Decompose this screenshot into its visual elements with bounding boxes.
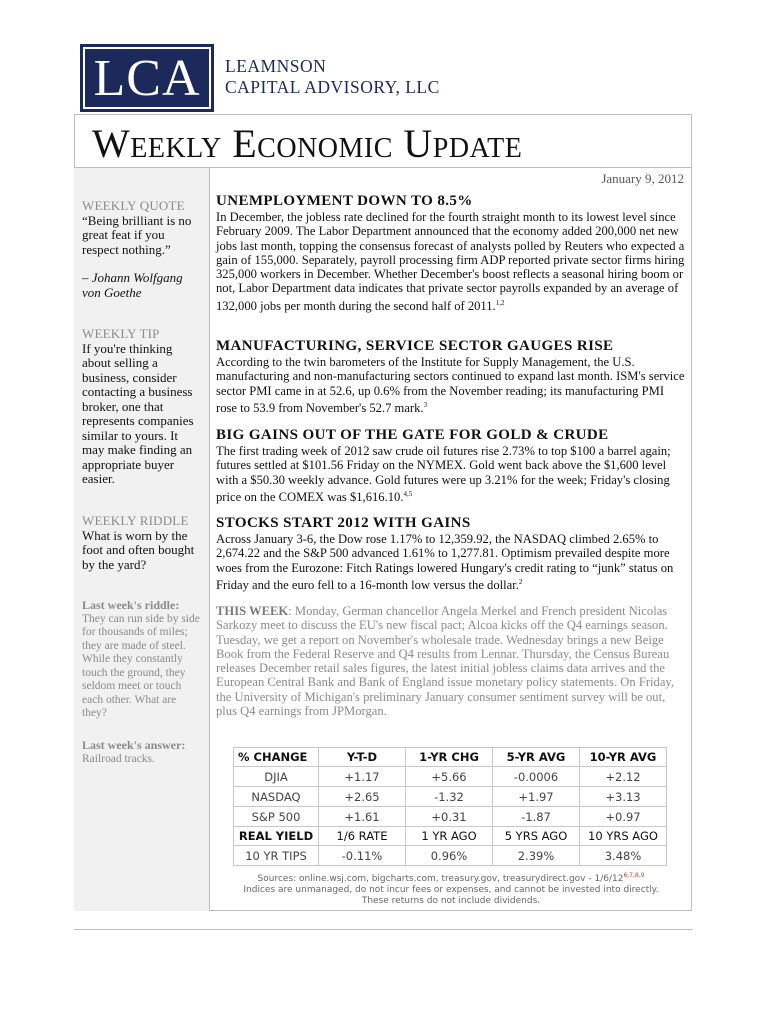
weekly-riddle-text: What is worn by the foot and often bought by the yard?: [82, 527, 195, 572]
table-cell: DJIA: [234, 767, 319, 787]
article-manufacturing: [216, 338, 686, 415]
this-week-label: THIS WEEK: [216, 604, 289, 618]
weekly-riddle-heading: WEEKLY RIDDLE: [82, 513, 189, 528]
dividends-line: These returns do not include dividends.: [361, 896, 541, 906]
weekly-tip-section: [82, 327, 202, 487]
article-body: In December, the jobless rate declined for the fourth straight month to its lowest level since February 2009. The Labor Department announced that the economy added 200,000 net new jobs last month, topping the consensus forecast of analysts polled by Reuters who expected a gain of 155,000. Separately, payroll processing firm ADP reported private sector firms hiring 325,000 workers in December. Whether December's boost reflects a seasonal hiring boom or not, Labor Department data indicates that private sector payrolls expanded by an average of 132,000 jobs per month during the second half of 2011.$^{1,2}$: [216, 210, 685, 313]
sources-note: Sources: online.wsj.com, bigcharts.com, treasury.gov, treasurydirect.gov - 1/6/12$^{6,7,8,9}$ Indices are unmanaged, do not incur fees or expenses, and cannot be invested into directly. These returns do not include dividends.: [216, 870, 686, 907]
table-cell: NASDAQ: [234, 787, 319, 807]
logo-text: LCA: [93, 50, 201, 107]
company-name-line1: LEAMNSON: [225, 56, 327, 76]
table-cell: +1.17: [319, 767, 406, 787]
table-cell: -0.0006: [493, 767, 580, 787]
last-riddle-text: They can run side by side for thousands of miles; they are made of steel. While they constantly touch the ground, they seldom meet or touch each other. What are they?: [82, 612, 200, 719]
sources-line: Sources: online.wsj.com, bigcharts.com, treasury.gov, treasurydirect.gov - 1/6/12: [257, 874, 624, 884]
table-header-row: [234, 827, 667, 846]
last-answer-text: Railroad tracks.: [82, 752, 155, 765]
issue-date: January 9, 2012: [601, 171, 684, 186]
table-row: [234, 787, 667, 807]
article-gold-crude: [216, 427, 686, 504]
table-cell: S&P 500: [234, 807, 319, 827]
company-name-line2: CAPITAL ADVISORY, LLC: [225, 77, 440, 97]
table-cell: 10 YR TIPS: [234, 846, 319, 866]
article-heading: STOCKS START 2012 WITH GAINS: [216, 515, 471, 531]
article-body: According to the twin barometers of the Institute for Supply Management, the U.S. manufacturing and non-manufacturing sectors continued to expand last month. ISM's service sector PMI came in at 52.6, up 0.6% from the November reading; its manufacturing PMI rose to 53.9 from November's 52.7 mark.$^3$: [216, 355, 685, 416]
article-heading: BIG GAINS OUT OF THE GATE FOR GOLD & CRUDE: [216, 427, 609, 443]
company-name: [225, 56, 440, 98]
weekly-tip-heading: WEEKLY TIP: [82, 326, 160, 341]
company-logo: [80, 44, 214, 112]
weekly-quote-author: – Johann Wolfgang von Goethe: [82, 270, 183, 300]
article-heading: UNEMPLOYMENT DOWN TO 8.5%: [216, 193, 473, 209]
last-riddle-heading: Last week's riddle:: [82, 598, 180, 612]
last-answer-section: [82, 739, 202, 766]
table-cell: 3.48%: [580, 846, 667, 866]
weekly-quote-text: “Being brilliant is no great feat if you respect nothing.”: [82, 212, 192, 257]
article-body: Across January 3-6, the Dow rose 1.17% to 12,359.92, the NASDAQ climbed 2.65% to 2,674.22 and the S&P 500 advanced 1.61% to 1,277.81. Optimism prevailed despite more woes from the Eurozone: Fitch Ratings lowered Hungary's credit rating to “junk” status on Friday and the euro fell to a 16-month low versus the dollar.$^2$: [216, 532, 674, 593]
table-header-cell: 1 YR AGO: [406, 827, 493, 846]
this-week-section: [216, 604, 686, 718]
weekly-tip-text: If you're thinking about selling a business, consider contacting a business broker, one that represents companies similar to yours. It may make finding an appropriate buyer easier.: [82, 340, 194, 486]
table-header-cell: 10-YR AVG: [580, 748, 667, 767]
table-header-cell: 1-YR CHG: [406, 748, 493, 767]
last-answer-heading: Last week's answer:: [82, 738, 186, 752]
table-row: [234, 846, 667, 866]
table-header-cell: 5-YR AVG: [493, 748, 580, 767]
table-cell: +5.66: [406, 767, 493, 787]
table-row: [234, 767, 667, 787]
this-week-text: : Monday, German chancellor Angela Merkel and French president Nicolas Sarkozy meet to discuss the EU's new fiscal pact; Alcoa kicks off the Q4 earnings season. Tuesday, we get a report on November's wholesale trade. Wednesday brings a new Beige Book from the Federal Reserve and Q4 results from Lennar. Thursday, the Census Bureau releases December retail sales figures, the latest initial jobless claims data arrives and the European Central Bank and Bank of England issue monetary policy statements. On Friday, the University of Michigan's preliminary January consumer sentiment survey will be out, plus Q4 earnings from JPMorgan.: [216, 604, 675, 719]
table-cell: -0.11%: [319, 846, 406, 866]
table-cell: 0.96%: [406, 846, 493, 866]
title-bar: [74, 114, 692, 168]
table-header-cell: % CHANGE: [234, 748, 319, 767]
table-header-cell: 10 YRS AGO: [580, 827, 667, 846]
article-heading: MANUFACTURING, SERVICE SECTOR GAUGES RISE: [216, 338, 614, 354]
market-returns-table: [233, 747, 667, 866]
weekly-quote-heading: WEEKLY QUOTE: [82, 198, 185, 213]
table-cell: -1.32: [406, 787, 493, 807]
last-riddle-section: [82, 599, 202, 721]
table-cell: +3.13: [580, 787, 667, 807]
weekly-riddle-section: [82, 514, 202, 572]
table-header-cell: REAL YIELD: [234, 827, 319, 846]
table-cell: 2.39%: [493, 846, 580, 866]
page-title: Weekly Economic Update: [92, 121, 523, 166]
table-cell: +2.65: [319, 787, 406, 807]
table-cell: +0.97: [580, 807, 667, 827]
table-cell: +0.31: [406, 807, 493, 827]
disclaimer-line: Indices are unmanaged, do not incur fees or expenses, and cannot be invested into directly.: [243, 885, 659, 895]
article-body: The first trading week of 2012 saw crude oil futures rise 2.73% to top $100 a barrel again; futures settled at $101.56 Friday on the NYMEX. Gold went back above the $1,600 level with a $50.30 weekly advance. Gold futures were up 3.21% for the week; Friday's closing price on the COMEX was $1,616.10.$^{4,5}$: [216, 444, 671, 505]
table-cell: +1.97: [493, 787, 580, 807]
table-header-row: [234, 748, 667, 767]
table-cell: +1.61: [319, 807, 406, 827]
table-row: [234, 807, 667, 827]
table-header-cell: Y-T-D: [319, 748, 406, 767]
article-stocks: [216, 515, 686, 592]
table-header-cell: 5 YRS AGO: [493, 827, 580, 846]
weekly-quote-section: [82, 199, 202, 300]
table-cell: +2.12: [580, 767, 667, 787]
table-header-cell: 1/6 RATE: [319, 827, 406, 846]
table-cell: -1.87: [493, 807, 580, 827]
article-unemployment: [216, 193, 686, 313]
bottom-divider: [74, 929, 693, 930]
